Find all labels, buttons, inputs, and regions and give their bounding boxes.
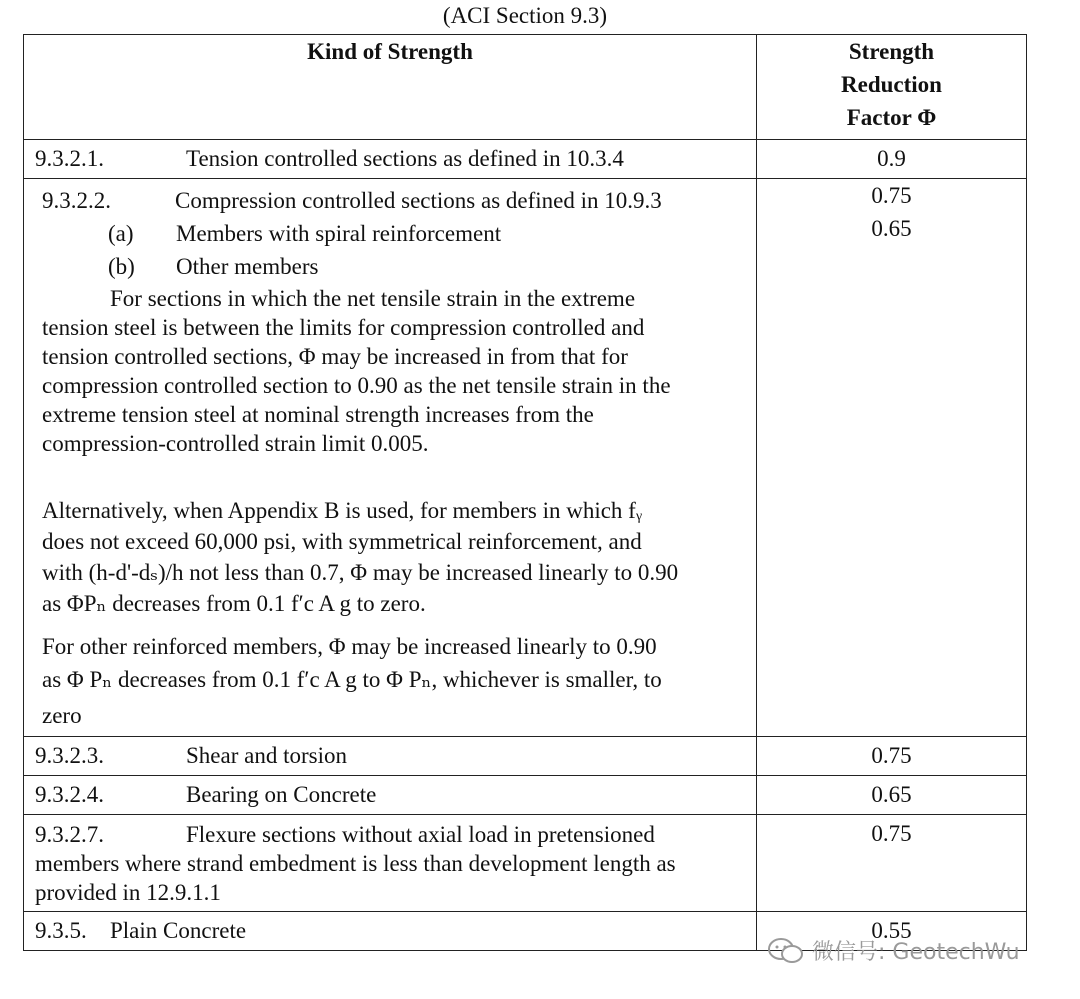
header-factor-line3: Factor Φ — [846, 105, 937, 130]
table-row — [24, 815, 1027, 912]
note-line: Alternatively, when Appendix B is used, for members in which fᵧ — [42, 498, 642, 523]
table-caption: (ACI Section 9.3) — [442, 3, 608, 28]
factor-value: 0.75 — [757, 815, 1027, 912]
table-row — [24, 776, 1027, 815]
factor-value: 0.55 — [757, 912, 1027, 951]
header-factor-line2: Reduction — [841, 72, 942, 97]
note-paragraph-3 — [42, 630, 732, 736]
table-row — [24, 179, 1027, 737]
item-tag-b: (b) — [108, 253, 135, 279]
row-kind-cell — [24, 912, 757, 951]
note-line: extreme tension steel at nominal strength increases from the — [42, 402, 594, 427]
note-line: For other reinforced members, Φ may be increased linearly to 0.90 — [42, 634, 657, 659]
factor-value: 0.9 — [757, 140, 1027, 179]
section-number: 9.3.2.1. — [35, 146, 104, 171]
header-factor — [757, 35, 1027, 140]
factor-value-cell — [757, 179, 1027, 737]
header-kind-of-strength: Kind of Strength — [24, 35, 757, 140]
row-kind-cell — [24, 815, 757, 912]
header-factor-line1: Strength — [848, 39, 935, 64]
note-line: does not exceed 60,000 psi, with symmetrical reinforcement, and — [42, 529, 642, 554]
item-tag-a: (a) — [108, 220, 134, 246]
note-line: For sections in which the net tensile strain in the extreme — [110, 286, 636, 311]
section-number: 9.3.2.4. — [35, 782, 104, 807]
note-paragraph-1 — [42, 284, 732, 458]
factor-value-b: 0.65 — [871, 216, 912, 241]
wechat-icon — [766, 937, 806, 965]
kind-text: Shear and torsion — [186, 743, 347, 768]
note-line: tension controlled sections, Φ may be increased in from that for — [42, 344, 628, 369]
section-number: 9.3.2.7. — [35, 822, 104, 847]
table-row — [24, 140, 1027, 179]
row-kind-cell — [24, 179, 757, 737]
factor-value: 0.75 — [757, 737, 1027, 776]
section-number: 9.3.2.2. — [42, 187, 111, 213]
kind-text-line: provided in 12.9.1.1 — [35, 880, 221, 905]
note-line: with (h-d'-dₛ)/h not less than 0.7, Φ may be increased linearly to 0.90 — [42, 560, 679, 585]
section-number: 9.3.5. — [35, 918, 87, 943]
note-line: compression controlled section to 0.90 as the net tensile strain in the — [42, 373, 671, 398]
item-text-a: Members with spiral reinforcement — [176, 220, 502, 246]
kind-text: Plain Concrete — [110, 918, 247, 943]
note-paragraph-2 — [42, 495, 732, 619]
row-kind-cell — [24, 140, 757, 179]
row-kind-cell — [24, 737, 757, 776]
note-line: tension steel is between the limits for compression controlled and — [42, 315, 645, 340]
kind-text-line: members where strand embedment is less than development length as — [35, 851, 676, 876]
item-text-b: Other members — [176, 253, 319, 279]
table-header-row — [24, 35, 1027, 140]
watermark — [766, 935, 1020, 966]
note-line: compression-controlled strain limit 0.005. — [42, 431, 429, 456]
table-row — [24, 737, 1027, 776]
watermark-text: 微信号: GeotechWu — [812, 940, 1020, 965]
factor-value: 0.65 — [757, 776, 1027, 815]
factor-value-a: 0.75 — [871, 183, 912, 208]
kind-text: Bearing on Concrete — [186, 782, 377, 807]
note-line: zero — [42, 703, 82, 728]
kind-text: Flexure sections without axial load in pretensioned — [186, 822, 655, 847]
kind-text: Compression controlled sections as defined in 10.9.3 — [175, 187, 662, 213]
strength-reduction-table — [23, 34, 1027, 951]
row-kind-cell — [24, 776, 757, 815]
note-line: as Φ Pₙ decreases from 0.1 f′c A g to Φ Pₙ, whichever is smaller, to — [42, 667, 662, 692]
section-number: 9.3.2.3. — [35, 743, 104, 768]
note-line: as ΦPₙ decreases from 0.1 f′c A g to zero. — [42, 591, 426, 616]
kind-text: Tension controlled sections as defined in 10.3.4 — [186, 146, 624, 171]
